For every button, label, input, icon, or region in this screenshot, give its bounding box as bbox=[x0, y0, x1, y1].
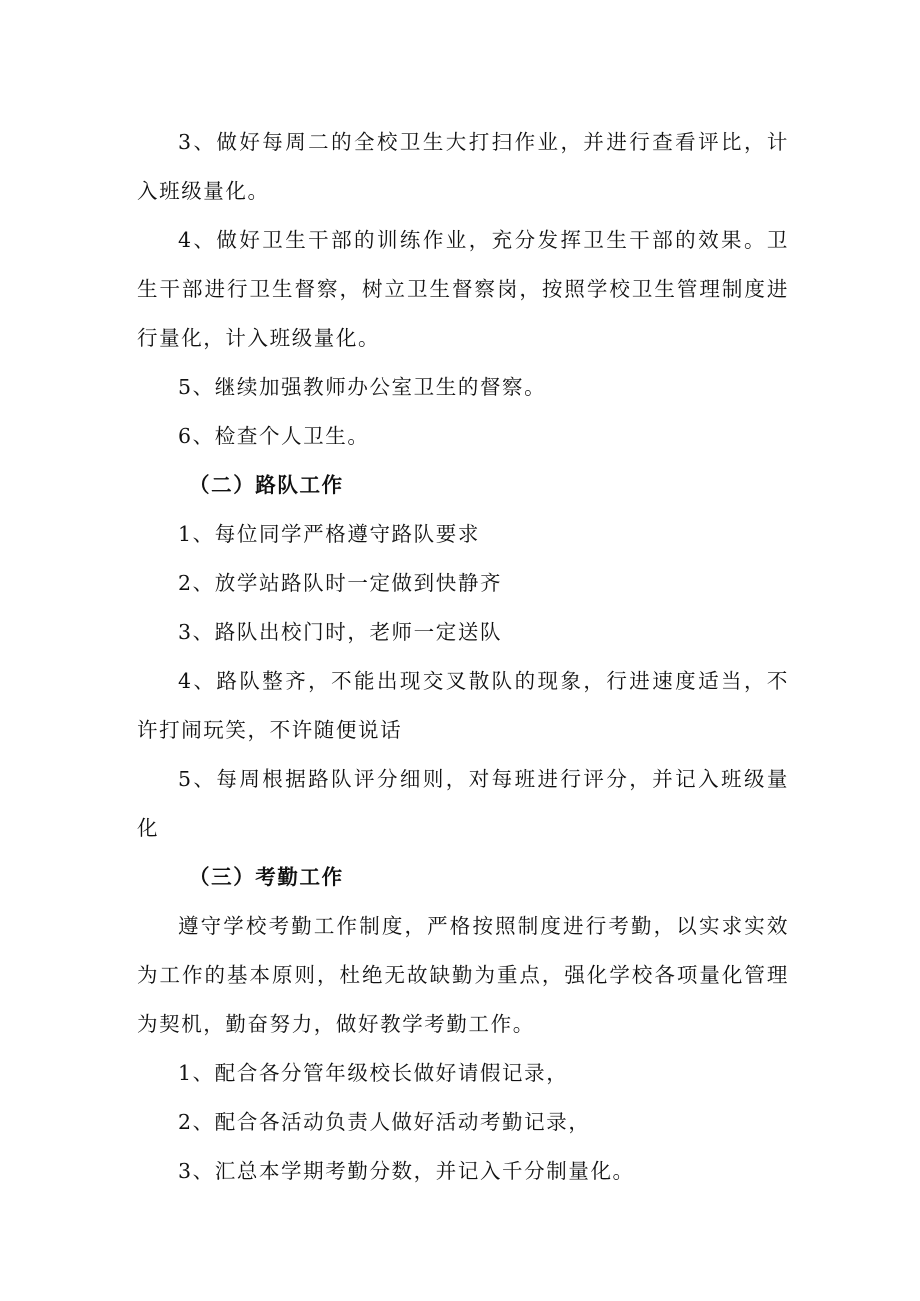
paragraph-hygiene-item-6: 6、检查个人卫生。 bbox=[178, 424, 370, 448]
paragraph-attendance-item-2: 2、配合各活动负责人做好活动考勤记录， bbox=[178, 1110, 591, 1134]
section-heading-attendance: （三）考勤工作 bbox=[189, 865, 344, 889]
paragraph-road-team-item-3: 3、路队出校门时，老师一定送队 bbox=[178, 620, 503, 644]
paragraph-hygiene-item-4: 4、做好卫生干部的训练作业，充分发挥卫生干部的效果。卫生干部进行卫生督察，树立卫生督察岗，按照学校卫生管理制度进行量化，计入班级量化。 bbox=[137, 228, 789, 350]
paragraph-attendance-item-1: 1、配合各分管年级校长做好请假记录， bbox=[178, 1061, 569, 1085]
paragraph-road-team-item-4: 4、路队整齐，不能出现交叉散队的现象，行进速度适当，不许打闹玩笑，不许随便说话 bbox=[137, 669, 789, 742]
paragraph-hygiene-item-5: 5、继续加强教师办公室卫生的督察。 bbox=[178, 375, 547, 399]
document-body bbox=[137, 118, 789, 1196]
paragraph-road-team-item-2: 2、放学站路队时一定做到快静齐 bbox=[178, 571, 503, 595]
paragraph-attendance-item-3: 3、汇总本学期考勤分数，并记入千分制量化。 bbox=[178, 1159, 635, 1183]
paragraph-attendance-intro: 遵守学校考勤工作制度，严格按照制度进行考勤，以实求实效为工作的基本原则，杜绝无故缺勤为重点，强化学校各项量化管理为契机，勤奋努力，做好教学考勤工作。 bbox=[137, 914, 789, 1036]
paragraph-road-team-item-5: 5、每周根据路队评分细则，对每班进行评分，并记入班级量化 bbox=[137, 767, 789, 840]
section-heading-road-team: （二）路队工作 bbox=[189, 473, 344, 497]
paragraph-hygiene-item-3: 3、做好每周二的全校卫生大打扫作业，并进行查看评比，计入班级量化。 bbox=[137, 130, 789, 203]
paragraph-road-team-item-1: 1、每位同学严格遵守路队要求 bbox=[178, 522, 480, 546]
